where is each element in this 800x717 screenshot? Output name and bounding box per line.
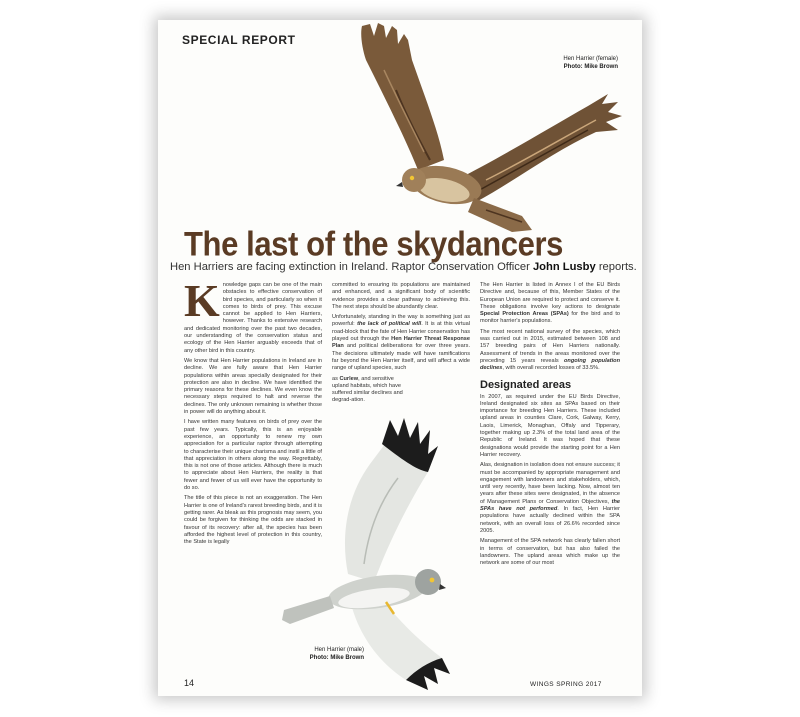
section-label: SPECIAL REPORT: [182, 33, 296, 47]
paragraph: [332, 314, 470, 372]
paragraph: [480, 462, 620, 535]
female-caption-label: Hen Harrier (female): [563, 56, 618, 62]
paragraph: [480, 329, 620, 373]
paragraph-text: The Hen Harrier is listed in Annex I of the EU Birds Directive and, because of this, Member States of the European Union are required to protect and conserve it. These obligations involve key actions to designate: [480, 282, 620, 310]
article-column-2: [332, 282, 470, 408]
paragraph-text: The most recent national survey of the species, which was carried out in 2015, estimated between 108 and 157 breeding pairs of Hen Harriers nationally. Assessment of trends in the areas monitored over the preceding 15 years reveals: [480, 328, 620, 364]
paragraph-text: , and sensitive upland habitats, which have suffered similar declines and degrad-ation.: [332, 375, 403, 404]
paragraph-text: . It is at this virtual road-block that the fate of Hen Harrier conservation has played out through the: [332, 321, 470, 343]
paragraph-text: . In fact, Hen Harrier populations have actually declined within the SPA network, with an overall loss of 26.6% recorded since 2005.: [480, 506, 620, 534]
paragraph-text: Alas, designation in isolation does not ensure success; it must be accompanied by appropriate management and engagement with landowners and stakeholders, which, until very recently, have been lacking. Now, almost ten years after these sites were designated, in the absence of Management Plans or Conservation Objectives,: [480, 462, 620, 505]
issue-label: WINGS SPRING 2017: [530, 681, 602, 688]
paragraph: The title of this piece is not an exaggeration. The Hen Harrier is one of Ireland's rarest breeding birds, and it is getting rarer. As bleak as this prognosis may seem, you could be forgiven for thinking the odds are stacked in favour of its recovery: after all, the species has been afforded the highest level of protection in this country, the State is legally: [184, 495, 322, 546]
author-name: John Lusby: [532, 261, 596, 273]
paragraph: In 2007, as required under the EU Birds Directive, Ireland designated six sites as SPAs based on their importance for breeding Hen Harriers. These included upland areas in counties Clare, Cork, Galway, Kerry, Laois, Limerick, Monaghan, Offaly and Tipperary, together making up 2.3% of the total land area of the Republic of Ireland. It was hoped that these designations would provide the starting point for a Hen Harrier recovery.: [480, 393, 620, 458]
emphasis: the SPAs have not performed: [480, 498, 620, 513]
paragraph-text: , with overall recorded losses of 33.5%.: [502, 365, 600, 372]
female-hen-harrier-photo: [326, 20, 626, 240]
male-caption-credit: Photo: Mike Brown: [309, 654, 364, 661]
subheading: Designated areas: [480, 378, 572, 391]
paragraph: [332, 376, 404, 405]
paragraph: [480, 282, 620, 326]
standfirst-end: reports.: [595, 261, 637, 273]
drop-cap: K: [184, 275, 220, 326]
paragraph: I have written many features on birds of prey over the past few years. Typically, this is an enjoyable experience, an opportunity to renew my own appreciation for a particular raptor through attempting to characterise their unique charisma and instil a little of that appreciation in others along the way. Regrettably, this is not one of those articles. Although there is much to appreciate about Hen Harriers, the reality is that fewer and fewer of us will ever have the opportunity to do so.: [184, 419, 322, 492]
paragraph: Management of the SPA network has clearly fallen short in terms of conservation, but has also failed the landowners. The upland areas which make up the network are some of our most: [480, 538, 620, 567]
emphasis: the lack of political will: [357, 321, 422, 328]
paragraph: [184, 275, 322, 355]
paragraph-text: and political deliberations for over three years. The decisions ultimately made will have ramifications far beyond the Hen Harrier itself, and will affect a wide range of upland species, such: [332, 343, 470, 372]
paragraph-text: for the bird and to monitor harrier's populations.: [480, 311, 620, 325]
page-number: 14: [184, 678, 195, 688]
female-caption-credit: Photo: Mike Brown: [563, 63, 618, 70]
article-column-3: [480, 282, 620, 570]
emphasis: Curlew: [339, 375, 359, 382]
male-caption-label: Hen Harrier (male): [314, 647, 364, 653]
paragraph: committed to ensuring its populations are maintained and enhanced, and a significant body of scientific evidence provides a clear pathway to achieving this. The next steps should be abundantly clear.: [332, 282, 470, 310]
paragraph-text: nowledge gaps can be one of the main obstacles to effective conservation of bird species, and particularly so when it comes to birds of prey. This excuse cannot be applied to Hen Harriers, however. Thanks to extensive research and dedicated monitoring over the past two decades, our understanding of the conservation status and ecology of the Hen Harrier arguably exceeds that of any other bird in this country.: [184, 282, 322, 354]
article-title: The last of the skydancers: [184, 224, 563, 264]
emphasis: Special Protection Areas (SPAs): [480, 311, 569, 318]
paragraph: We know that Hen Harrier populations in Ireland are in decline. We are fully aware that Hen Harrier populations within areas specially designated for their protection are also in decline. We have identified the primary reasons for these declines. We even know the necessary steps required to halt and reverse the declines. The only unknown remaining is whether those in power will do anything about it.: [184, 357, 322, 416]
emphasis: Hen Harrier Threat Response Plan: [332, 336, 471, 350]
standfirst: [170, 261, 637, 273]
magazine-page: [158, 20, 642, 696]
emphasis: ongoing population declines: [480, 357, 620, 372]
paragraph-text: Unfortunately, standing in the way is something just as powerful:: [332, 314, 470, 328]
female-photo-caption: [488, 56, 618, 71]
male-photo-caption: [254, 647, 364, 662]
paragraph-text: as: [332, 375, 340, 382]
standfirst-text: Hen Harriers are facing extinction in Ireland. Raptor Conservation Officer: [170, 261, 533, 273]
